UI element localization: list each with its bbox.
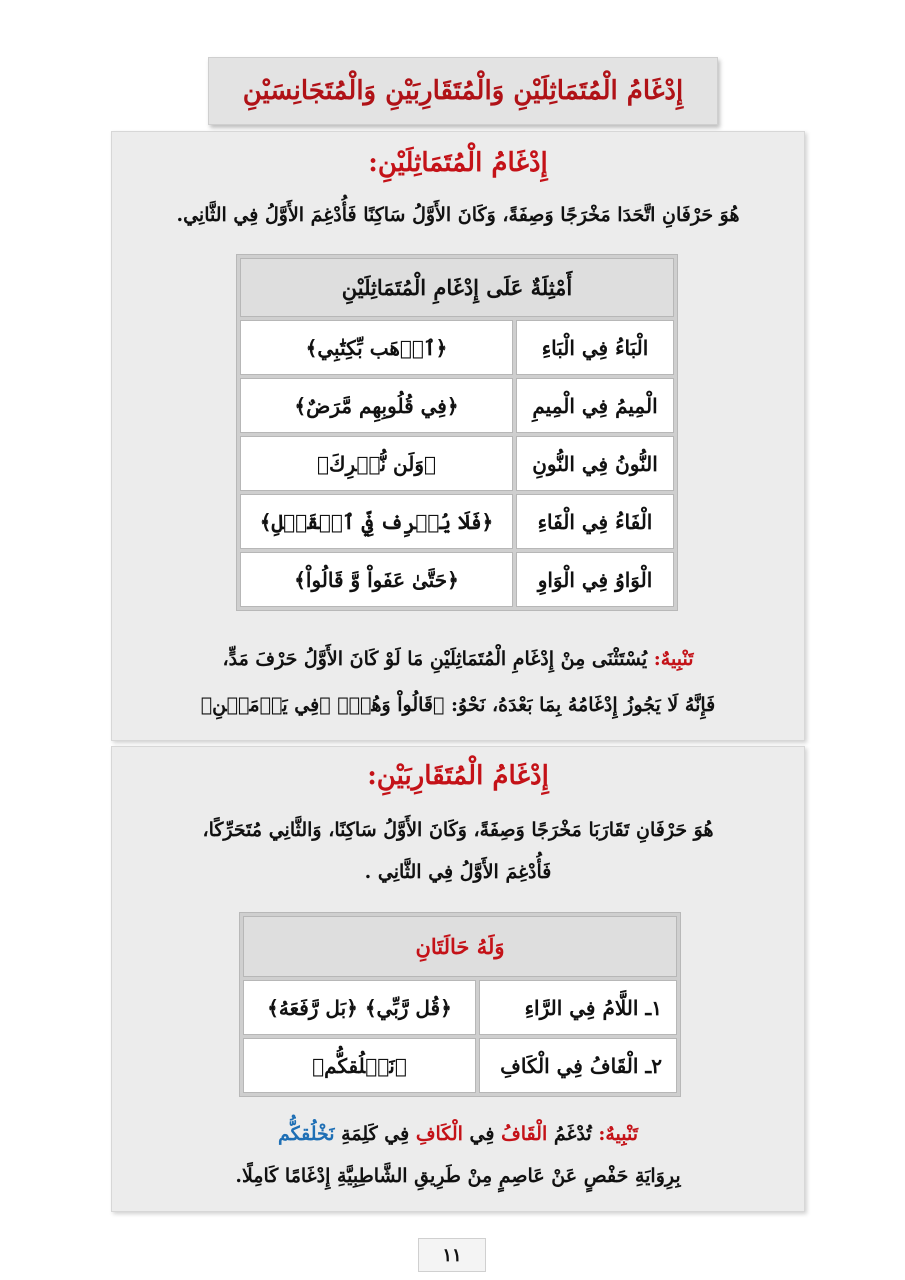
note-label: تَنْبِيهٌ: [598, 1123, 639, 1145]
row-label: الْفَاءُ فِي الْفَاءِ [516, 494, 674, 549]
table-row [240, 320, 674, 375]
table-row [240, 436, 674, 491]
table-header-row [243, 916, 677, 977]
row-example: ﴿نَخۡلُقكُّم﴾ [243, 1038, 476, 1093]
note-text-2: فِي كَلِمَةِ [341, 1123, 410, 1145]
row-label: ٢ـ الْقَافُ فِي الْكَافِ [479, 1038, 677, 1093]
section-mutaqaribain [111, 746, 805, 1212]
section-heading: إِدْغَامُ الْمُتَمَاثِلَيْنِ: [368, 148, 548, 178]
note-qaf: الْقَافُ [501, 1123, 548, 1145]
note-text: تُدْغَمُ [553, 1123, 592, 1145]
cases-table [239, 912, 681, 1097]
row-label: ١ـ اللَّامُ فِي الرَّاءِ [479, 980, 677, 1035]
definition-text: هُوَ حَرْفَانِ اتَّحَدَا مَخْرَجًا وَصِفَةً، وَكَانَ الأَوَّلُ سَاكِنًا فَأُدْغِمَ الأَوَّلُ فِي الثَّانِي. [176, 204, 740, 226]
examples-table [236, 254, 678, 611]
note-line-2: فَإِنَّهُ لَا يَجُوزُ إِدْغَامُهُ بِمَا بَعْدَهُ، نَحْوُ: ﴿قَالُواْ وَهُمۡ﴾ ﴿فِي يَوۡمَيۡنِ﴾ [200, 694, 716, 716]
section-mutamathilain [111, 131, 805, 741]
table-row [240, 378, 674, 433]
page-number: ١١ [418, 1238, 486, 1272]
note-text: يُسْتَثْنَى مِنْ إِدْغَامِ الْمُتَمَاثِلَيْنِ مَا لَوْ كَانَ الأَوَّلُ حَرْفَ مَدٍّ، [222, 648, 648, 670]
row-label: الْمِيمُ فِي الْمِيمِ [516, 378, 674, 433]
note-kaf: الْكَافِ [415, 1123, 463, 1145]
row-label: الْبَاءُ فِي الْبَاءِ [516, 320, 674, 375]
note-line-2: بِرِوَايَةِ حَفْصٍ عَنْ عَاصِمٍ مِنْ طَرِيقِ الشَّاطِبِيَّةِ إِدْغَامًا كَامِلًا. [235, 1165, 681, 1187]
note-line-1 [126, 1123, 790, 1145]
table-row [243, 1038, 677, 1093]
table-header-row [240, 258, 674, 317]
definition-line-2: فَأُدْغِمَ الأَوَّلُ فِي الثَّانِي . [364, 861, 552, 883]
definition-line-1: هُوَ حَرْفَانِ تَقَارَبَا مَخْرَجًا وَصِفَةً، وَكَانَ الأَوَّلُ سَاكِنًا، وَالثَّانِي مُتَحَرِّكًا، [202, 819, 714, 841]
row-example: ﴿قُل رَّبِّي﴾ ﴿بَل رَّفَعَهُ﴾ [243, 980, 476, 1035]
table-row [240, 494, 674, 549]
table-title: وَلَهُ حَالَتَانِ [243, 916, 677, 977]
row-example: ﴿وَلَن نُّشۡرِكَ﴾ [240, 436, 513, 491]
note-word: نَخْلُقكُّم [277, 1123, 335, 1145]
note-fi: فِي [469, 1123, 495, 1145]
row-example: ﴿فِي قُلُوبِهِم مَّرَضٌ﴾ [240, 378, 513, 433]
section-heading: إِدْغَامُ الْمُتَقَارِبَيْنِ: [367, 761, 549, 791]
row-label: الْوَاوُ فِي الْوَاوِ [516, 552, 674, 607]
table-title: أَمْثِلَةٌ عَلَى إِدْغَامِ الْمُتَمَاثِلَيْنِ [240, 258, 674, 317]
row-label: النُّونُ فِي النُّونِ [516, 436, 674, 491]
table-row [243, 980, 677, 1035]
row-example: ﴿فَلَا يُسۡرِف فِّي ٱلۡقَتۡلِ﴾ [240, 494, 513, 549]
row-example: ﴿حَتَّىٰ عَفَواْ وَّ قَالُواْ﴾ [240, 552, 513, 607]
note-line-1 [126, 648, 790, 670]
row-example: ﴿ٱذۡهَب بِّكِتَٰبِي﴾ [240, 320, 513, 375]
note-label: تَنْبِيهٌ: [653, 648, 694, 670]
table-row [240, 552, 674, 607]
page-title: إِدْغَامُ الْمُتَمَاثِلَيْنِ وَالْمُتَقَارِبَيْنِ وَالْمُتَجَانِسَيْنِ [208, 57, 718, 125]
